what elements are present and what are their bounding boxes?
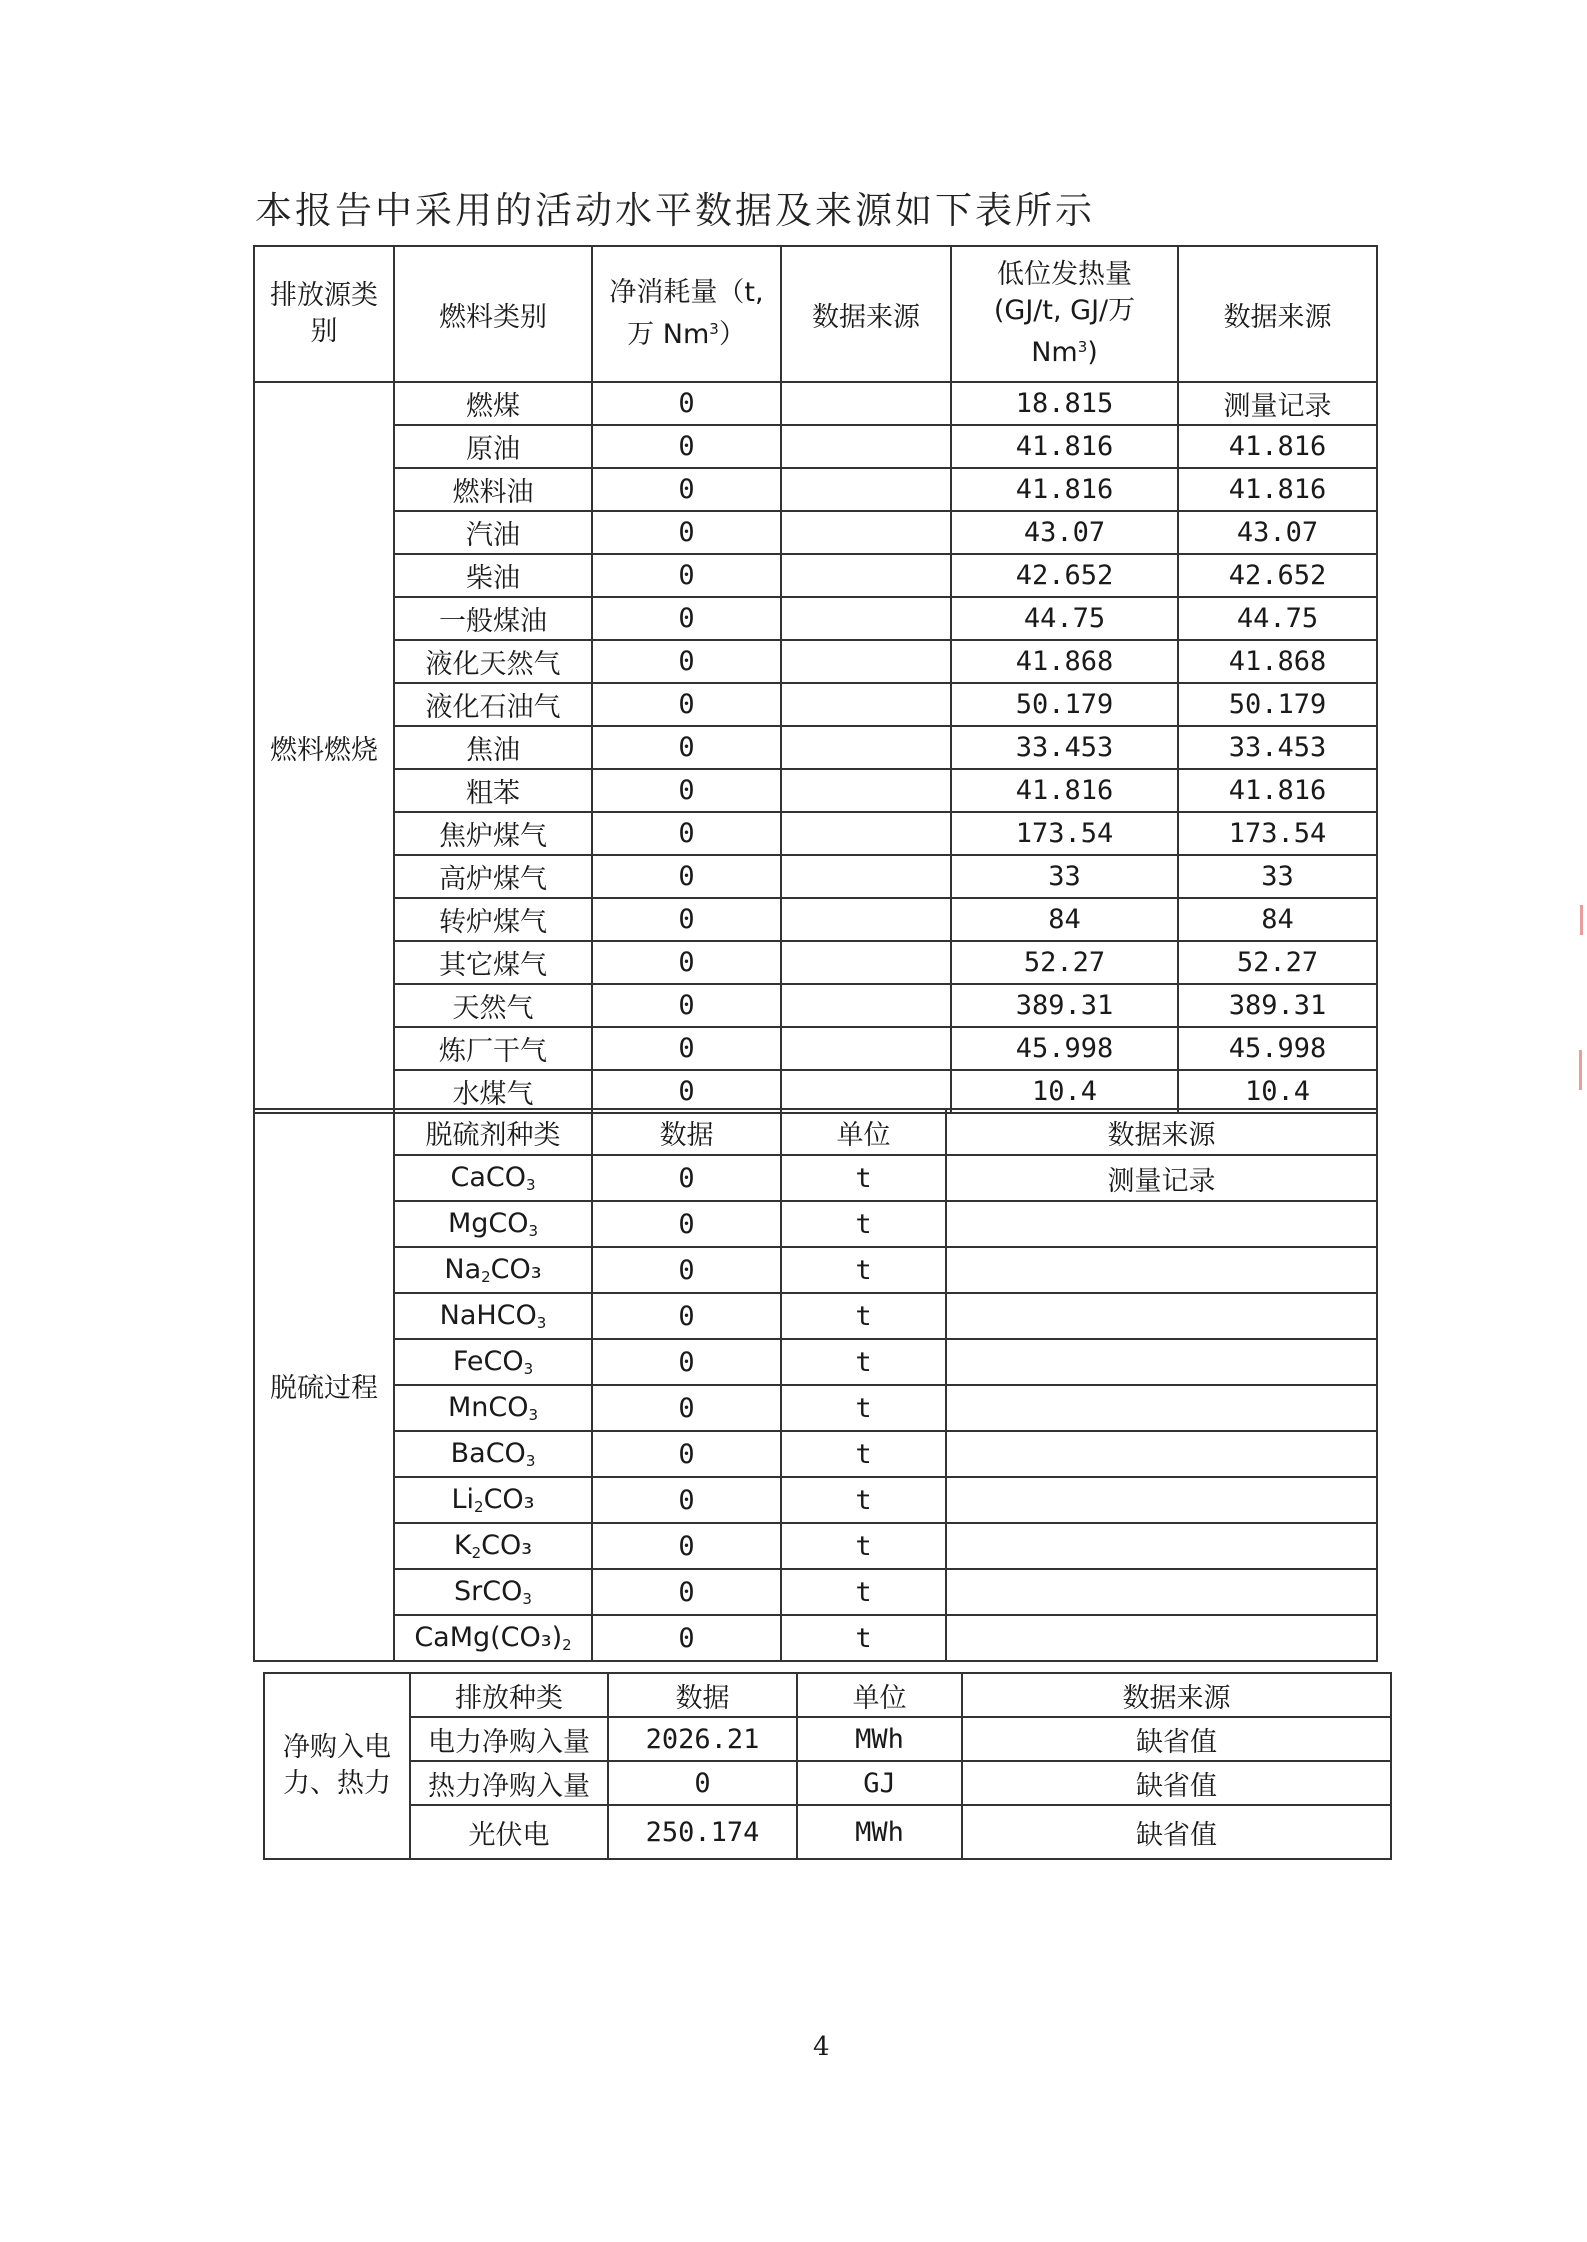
source-cell [781, 468, 951, 511]
ncv-cell: 43.07 [951, 511, 1178, 554]
type-cell: 电力净购入量 [410, 1717, 608, 1761]
value-cell: 0 [592, 1339, 781, 1385]
fuel-name-cell: 原油 [394, 425, 592, 468]
table-row [254, 898, 1377, 941]
consumption-cell: 0 [592, 1027, 781, 1070]
consumption-cell: 0 [592, 597, 781, 640]
source-cell [781, 425, 951, 468]
value-cell: 0 [592, 1477, 781, 1523]
fuel-name-cell: 粗苯 [394, 769, 592, 812]
table-row [264, 1761, 1391, 1805]
source2-cell: 173.54 [1178, 812, 1377, 855]
table-header-row [254, 246, 1377, 382]
agent-formula: CaCO [450, 1162, 526, 1193]
source2-cell: 45.998 [1178, 1027, 1377, 1070]
source-cell: 测量记录 [946, 1155, 1377, 1201]
consumption-cell: 0 [592, 726, 781, 769]
value-cell: 0 [592, 1615, 781, 1661]
scan-edge-mark [1579, 1050, 1582, 1090]
table-row [254, 984, 1377, 1027]
fuel-name-cell: 水煤气 [394, 1070, 592, 1113]
table-row [264, 1717, 1391, 1761]
table-row [254, 1155, 1377, 1201]
value-cell: 0 [608, 1761, 797, 1805]
fuel-name-cell: 燃料油 [394, 468, 592, 511]
table-row [254, 511, 1377, 554]
agent-formula: BaCO [450, 1438, 526, 1469]
consumption-cell: 0 [592, 468, 781, 511]
value-cell: 0 [592, 1385, 781, 1431]
source2-cell: 41.816 [1178, 468, 1377, 511]
agent-formula: SrCO [454, 1576, 523, 1607]
source-cell [946, 1293, 1377, 1339]
agent-cell [394, 1477, 592, 1523]
consumption-cell: 0 [592, 683, 781, 726]
unit-cell: t [781, 1339, 946, 1385]
table-row [254, 1027, 1377, 1070]
consumption-cell: 0 [592, 382, 781, 425]
source2-cell: 41.816 [1178, 769, 1377, 812]
source-cell [946, 1385, 1377, 1431]
ncv-cell: 42.652 [951, 554, 1178, 597]
consumption-cell: 0 [592, 898, 781, 941]
value-cell: 250.174 [608, 1805, 797, 1859]
agent-subscript: 3 [523, 1360, 534, 1378]
table-row [254, 554, 1377, 597]
fuel-name-cell: 高炉煤气 [394, 855, 592, 898]
value-cell: 0 [592, 1431, 781, 1477]
value-cell: 0 [592, 1247, 781, 1293]
source-cell [781, 1070, 951, 1113]
source-cell [781, 855, 951, 898]
ncv-cell: 44.75 [951, 597, 1178, 640]
agent-formula: K [453, 1530, 472, 1561]
source-cell [781, 726, 951, 769]
consumption-cell: 0 [592, 640, 781, 683]
ncv-cell: 52.27 [951, 941, 1178, 984]
source-cell [781, 941, 951, 984]
table-row [254, 1339, 1377, 1385]
unit-cell: t [781, 1569, 946, 1615]
ncv-cell: 41.816 [951, 425, 1178, 468]
agent-formula: Li [451, 1484, 475, 1515]
header-source: 数据来源 [946, 1109, 1377, 1155]
value-cell: 0 [592, 1293, 781, 1339]
agent-formula: CaMg(CO₃) [414, 1622, 563, 1653]
agent-subscript: 3 [528, 1406, 539, 1424]
agent-cell [394, 1385, 592, 1431]
scan-edge-mark [1580, 905, 1583, 935]
source-cell [781, 382, 951, 425]
source-cell: 缺省值 [962, 1805, 1391, 1859]
source-cell [946, 1247, 1377, 1293]
table-row [254, 425, 1377, 468]
header-source: 数据来源 [781, 246, 951, 382]
agent-formula-tail: CO₃ [483, 1484, 535, 1515]
header-agent: 脱硫剂种类 [394, 1109, 592, 1155]
source-cell [946, 1569, 1377, 1615]
source-cell [781, 511, 951, 554]
source-cell: 缺省值 [962, 1761, 1391, 1805]
table-row [254, 812, 1377, 855]
source-cell [781, 640, 951, 683]
source-cell [781, 898, 951, 941]
ncv-cell: 41.868 [951, 640, 1178, 683]
table-row [254, 382, 1377, 425]
value-cell: 0 [592, 1523, 781, 1569]
table-row [254, 1201, 1377, 1247]
table-header-row [254, 1109, 1377, 1155]
table-row [254, 941, 1377, 984]
agent-subscript: 3 [525, 1176, 536, 1194]
source-cell [781, 597, 951, 640]
agent-cell [394, 1569, 592, 1615]
agent-cell [394, 1523, 592, 1569]
fuel-name-cell: 炼厂干气 [394, 1027, 592, 1070]
table-row [254, 1070, 1377, 1113]
table-row [254, 468, 1377, 511]
source2-cell: 84 [1178, 898, 1377, 941]
unit-cell: t [781, 1431, 946, 1477]
source-cell [946, 1339, 1377, 1385]
source2-cell: 50.179 [1178, 683, 1377, 726]
type-cell: 光伏电 [410, 1805, 608, 1859]
unit-cell: t [781, 1247, 946, 1293]
consumption-cell: 0 [592, 554, 781, 597]
ncv-cell: 389.31 [951, 984, 1178, 1027]
header-ncv: 低位发热量 (GJ/t, GJ/万 Nm$^3$) [951, 246, 1178, 382]
agent-cell [394, 1247, 592, 1293]
source-cell [946, 1431, 1377, 1477]
unit-cell: MWh [797, 1717, 962, 1761]
fuel-combustion-table [253, 245, 1378, 1114]
header-category: 排放源类 别 [254, 246, 394, 382]
agent-cell [394, 1155, 592, 1201]
source2-cell: 43.07 [1178, 511, 1377, 554]
unit-cell: t [781, 1293, 946, 1339]
source2-cell: 41.868 [1178, 640, 1377, 683]
fuel-name-cell: 一般煤油 [394, 597, 592, 640]
agent-subscript: 3 [536, 1314, 547, 1332]
consumption-cell: 0 [592, 984, 781, 1027]
ncv-cell: 173.54 [951, 812, 1178, 855]
source2-cell: 52.27 [1178, 941, 1377, 984]
unit-cell: t [781, 1523, 946, 1569]
value-cell: 0 [592, 1155, 781, 1201]
group-label-purchased: 净购入电 力、热力 [264, 1673, 410, 1859]
ncv-cell: 50.179 [951, 683, 1178, 726]
source-cell [781, 984, 951, 1027]
unit-cell: t [781, 1201, 946, 1247]
fuel-name-cell: 天然气 [394, 984, 592, 1027]
table-row [254, 597, 1377, 640]
fuel-name-cell: 液化天然气 [394, 640, 592, 683]
unit-cell: GJ [797, 1761, 962, 1805]
table-row [254, 1293, 1377, 1339]
table-row [254, 726, 1377, 769]
page-heading: 本报告中采用的活动水平数据及来源如下表所示 [255, 189, 1095, 232]
consumption-cell: 0 [592, 769, 781, 812]
table-row [254, 855, 1377, 898]
source-cell: 缺省值 [962, 1717, 1391, 1761]
agent-subscript: 2 [471, 1544, 482, 1562]
header-fuel: 燃料类别 [394, 246, 592, 382]
fuel-name-cell: 其它煤气 [394, 941, 592, 984]
agent-subscript: 3 [528, 1222, 539, 1240]
fuel-name-cell: 转炉煤气 [394, 898, 592, 941]
source2-cell: 33.453 [1178, 726, 1377, 769]
table-row [254, 1385, 1377, 1431]
source2-cell: 44.75 [1178, 597, 1377, 640]
source-cell [781, 554, 951, 597]
unit-cell: t [781, 1155, 946, 1201]
agent-subscript: 2 [474, 1498, 484, 1516]
fuel-name-cell: 液化石油气 [394, 683, 592, 726]
header-unit: 单位 [797, 1673, 962, 1717]
header-consumption: 净消耗量（t, 万 Nm$^3$） [592, 246, 781, 382]
header-data: 数据 [592, 1109, 781, 1155]
agent-formula: Na [444, 1254, 482, 1285]
agent-subscript: 3 [525, 1452, 536, 1470]
table-row [254, 1523, 1377, 1569]
consumption-cell: 0 [592, 812, 781, 855]
source-cell [946, 1523, 1377, 1569]
desulfurization-table [253, 1108, 1378, 1662]
source-cell [781, 812, 951, 855]
table-row [254, 1615, 1377, 1661]
agent-formula-tail: CO₃ [490, 1254, 542, 1285]
table-header-row [264, 1673, 1391, 1717]
fuel-name-cell: 柴油 [394, 554, 592, 597]
source-cell [946, 1477, 1377, 1523]
agent-formula: MgCO [447, 1208, 529, 1239]
page-number: 4 [813, 2032, 830, 2062]
fuel-name-cell: 焦炉煤气 [394, 812, 592, 855]
table-row [254, 1431, 1377, 1477]
purchased-energy-table [263, 1672, 1392, 1860]
source2-cell: 33 [1178, 855, 1377, 898]
table-row [254, 1477, 1377, 1523]
unit-cell: t [781, 1385, 946, 1431]
table-row [254, 640, 1377, 683]
agent-formula-tail: CO₃ [481, 1530, 533, 1561]
fuel-name-cell: 燃煤 [394, 382, 592, 425]
source2-cell: 389.31 [1178, 984, 1377, 1027]
consumption-cell: 0 [592, 855, 781, 898]
group-label-desulfurization: 脱硫过程 [254, 1109, 394, 1661]
agent-subscript: 3 [522, 1590, 532, 1608]
agent-cell [394, 1615, 592, 1661]
ncv-cell: 10.4 [951, 1070, 1178, 1113]
agent-formula: FeCO [452, 1346, 524, 1377]
unit-cell: t [781, 1477, 946, 1523]
source-cell [781, 683, 951, 726]
agent-formula: MnCO [447, 1392, 529, 1423]
group-label-fuel-combustion: 燃料燃烧 [254, 382, 394, 1113]
fuel-name-cell: 汽油 [394, 511, 592, 554]
value-cell: 0 [592, 1201, 781, 1247]
agent-cell [394, 1431, 592, 1477]
source2-cell: 42.652 [1178, 554, 1377, 597]
consumption-cell: 0 [592, 425, 781, 468]
table-row [254, 1569, 1377, 1615]
ncv-cell: 41.816 [951, 468, 1178, 511]
header-type: 排放种类 [410, 1673, 608, 1717]
ncv-cell: 33.453 [951, 726, 1178, 769]
source2-cell: 测量记录 [1178, 382, 1377, 425]
ncv-cell: 18.815 [951, 382, 1178, 425]
value-cell: 2026.21 [608, 1717, 797, 1761]
table-row [264, 1805, 1391, 1859]
source-cell [946, 1201, 1377, 1247]
source-cell [781, 769, 951, 812]
source-cell [781, 1027, 951, 1070]
header-source: 数据来源 [962, 1673, 1391, 1717]
ncv-cell: 84 [951, 898, 1178, 941]
table-row [254, 769, 1377, 812]
agent-cell [394, 1339, 592, 1385]
fuel-name-cell: 焦油 [394, 726, 592, 769]
source-cell [946, 1615, 1377, 1661]
header-unit: 单位 [781, 1109, 946, 1155]
ncv-cell: 33 [951, 855, 1178, 898]
agent-formula: NaHCO [439, 1300, 537, 1331]
ncv-cell: 41.816 [951, 769, 1178, 812]
value-cell: 0 [592, 1569, 781, 1615]
type-cell: 热力净购入量 [410, 1761, 608, 1805]
table-row [254, 683, 1377, 726]
table-row [254, 1247, 1377, 1293]
source2-cell: 10.4 [1178, 1070, 1377, 1113]
header-source2: 数据来源 [1178, 246, 1377, 382]
consumption-cell: 0 [592, 941, 781, 984]
unit-cell: MWh [797, 1805, 962, 1859]
agent-subscript: 2 [562, 1636, 572, 1654]
agent-cell [394, 1293, 592, 1339]
agent-cell [394, 1201, 592, 1247]
consumption-cell: 0 [592, 1070, 781, 1113]
header-data: 数据 [608, 1673, 797, 1717]
source2-cell: 41.816 [1178, 425, 1377, 468]
unit-cell: t [781, 1615, 946, 1661]
consumption-cell: 0 [592, 511, 781, 554]
agent-subscript: 2 [481, 1268, 491, 1286]
ncv-cell: 45.998 [951, 1027, 1178, 1070]
